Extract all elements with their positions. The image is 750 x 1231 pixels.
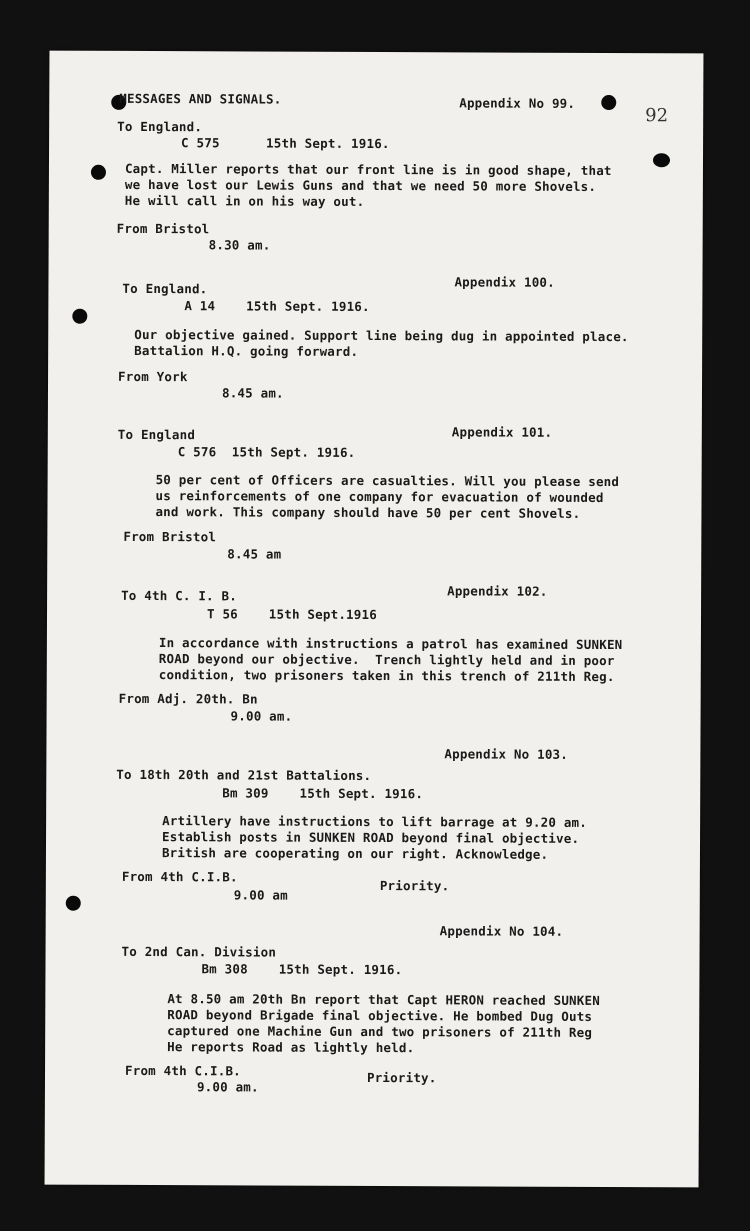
message-to: To 18th 20th and 21st Battalions.: [116, 766, 372, 783]
punch-hole: [601, 95, 616, 110]
message-ref: T 56 15th Sept.1916: [206, 606, 378, 623]
message-body: Capt. Miller reports that our front line is in good shape, that we have lost our Lewis Guns and that we need 50 more Shovels. He will call in on his way out.: [124, 160, 612, 209]
message-ref: C 576 15th Sept. 1916.: [177, 444, 356, 460]
message-from: From 4th C.I.B.: [121, 868, 238, 885]
document-title: MESSAGES AND SIGNALS.: [119, 90, 282, 107]
punch-hole: [72, 309, 87, 324]
appendix-label: Appendix No 104.: [439, 923, 564, 939]
message-to: To England.: [117, 118, 203, 135]
message-ref: Bm 308 15th Sept. 1916.: [201, 961, 403, 978]
appendix-label: Appendix No 99.: [459, 95, 576, 111]
message-from: From 4th C.I.B.: [124, 1062, 241, 1079]
message-body: At 8.50 am 20th Bn report that Capt HERON reached SUNKEN ROAD beyond Brigade final objective. He bombed Dug Outs captured one Machine Gun and two prisoners of 211th Reg He reports Road as lightly held.: [167, 991, 601, 1056]
message-from: From Bristol: [123, 528, 217, 545]
punch-hole: [91, 165, 106, 180]
punch-hole: [653, 153, 670, 167]
message-from: From York: [118, 368, 188, 385]
message-to: To England: [117, 426, 196, 443]
message-to: To 2nd Can. Division: [121, 943, 277, 960]
message-time: 9.00 am: [233, 887, 288, 903]
message-time: 8.45 am: [227, 546, 282, 562]
priority-label: Priority.: [366, 1069, 437, 1086]
appendix-label: Appendix No 103.: [444, 746, 569, 762]
message-ref: A 14 15th Sept. 1916.: [184, 298, 370, 314]
message-to: To 4th C. I. B.: [121, 587, 238, 604]
appendix-label: Appendix 101.: [451, 424, 553, 440]
message-from: From Adj. 20th. Bn: [118, 690, 258, 707]
message-time: 9.00 am.: [196, 1079, 259, 1095]
message-time: 8.45 am.: [221, 385, 284, 401]
document-page: [45, 51, 704, 1188]
page-number: 92: [645, 105, 669, 127]
appendix-label: Appendix 100.: [454, 274, 555, 290]
message-from: From Bristol: [116, 220, 210, 237]
message-time: 9.00 am.: [230, 708, 293, 724]
message-time: 8.30 am.: [208, 237, 271, 253]
message-ref: C 575 15th Sept. 1916.: [181, 135, 390, 152]
message-body: 50 per cent of Officers are casualties. Will you please send us reinforcements of one company for evacuation of wounded and work. This company should have 50 per cent Shovels.: [155, 472, 620, 521]
message-ref: Bm 309 15th Sept. 1916.: [222, 785, 424, 802]
message-to: To England.: [122, 280, 208, 297]
punch-hole: [66, 896, 81, 911]
message-body: Our objective gained. Support line being dug in appointed place. Battalion H.Q. going forward.: [134, 326, 629, 359]
message-body: Artillery have instructions to lift barrage at 9.20 am. Establish posts in SUNKEN ROAD beyond final objective. British are cooperating on our right. Acknowledge.: [161, 813, 588, 862]
appendix-label: Appendix 102.: [447, 583, 548, 599]
message-body: In accordance with instructions a patrol has examined SUNKEN ROAD beyond our objective. Trench lightly held and in poor condition, two prisoners taken in this trench of 211th Reg.: [158, 635, 623, 685]
priority-label: Priority.: [379, 878, 450, 894]
